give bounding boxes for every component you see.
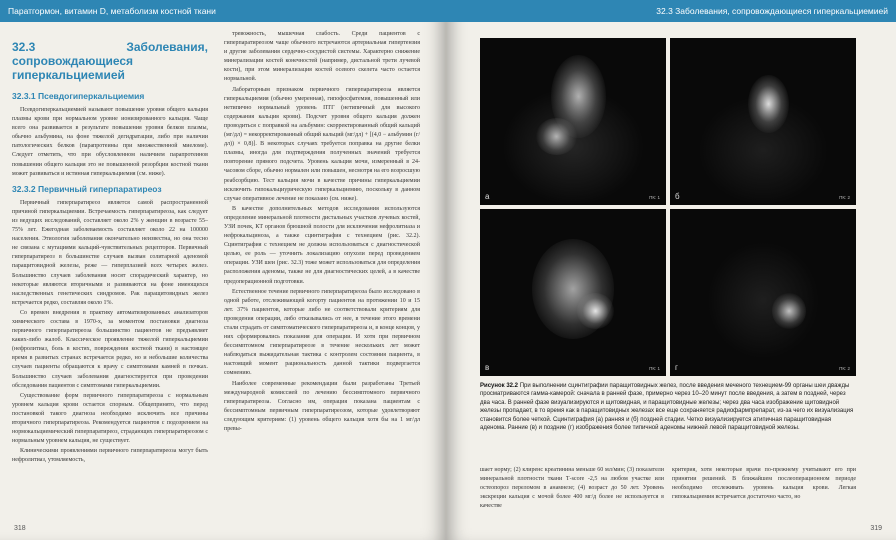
panel-tag: ПК: 2: [839, 195, 850, 200]
paragraph: В качестве дополнительных методов исследования используются определение минеральной плотности дистальных участков лучевых костей, УЗИ почек, КТ органов брюшной полости для исключения нефролитиаза и нефрокальциноза, а также сцинтиграфия с технецием (рис. 32.2). Сцинтиграфия с технецием не должна использоваться с диагностической целью, ее роль — уточнить локализацию опухоли перед проведением операции. УЗИ шеи (рис. 32.3) тоже может использоваться для определения расположения аденомы, также не для диагностических целей, а в качестве предоперационной подготовки.: [224, 205, 420, 285]
running-header-right: 32.3 Заболевания, сопровождающиеся гиперкальциемией: [446, 0, 896, 22]
section-heading-pseudo: 32.3.1 Псевдогиперкальциемия: [12, 91, 145, 101]
uptake-glow: [577, 293, 614, 330]
panel-tag: ПК: 1: [649, 366, 660, 371]
caption-label: Рисунок 32.2: [480, 383, 519, 389]
running-header-left: Паратгормон, витамин D, метаболизм костной ткани: [0, 0, 446, 22]
scintigraphy-figure: [480, 38, 856, 376]
panel-letter: б: [675, 192, 680, 201]
background-glow: [707, 242, 819, 359]
paragraph: Лабораторным признаком первичного гиперпаратиреоза является гиперкальциемия (обычно умеренная), гипофосфатемия, повышенный или нетипично нормальный уровень ПТГ (нетипичный для высокого содержания кальция крови). Подсчет уровня общего кальция должен проводиться с поправкой на альбумин: скорректированный общий кальций (мг/дл) = некорректированный общий кальций (мг/дл) + [(4,0 − альбумин (г/дл)) × 0,8)]. В некоторых случаях требуется поправка на другие белки плазмы, иногда для подтверждения полученных значений требуется повторение прямого подсчета. Уровень кальция мочи, измеренный в 24-часовом сборе, обычно нормален или повышен, несмотря на его возросшую реабсорбцию. Тест кальция мочи в качестве причины гиперкальциемии исключить гипокальциурическую гиперкальциемию, поскольку в данном случае оперативное лечение не показано (см. ниже).: [224, 86, 420, 202]
caption-text: При выполнении сцинтиграфии паращитовидных желез, после введения меченого технецием-99 органы шеи дважды просматриваются гамма-камерой: сначала в ранней фазе, примерно через 10–20 минут после введения, а затем в поздней, через два часа. В ранней фазе визуализируются и щитовидная, и паращитовидные железы; через два часа изображение щитовидной железы пропадает, в то время как в паращитовидных железах все еще сохраняется радиофармпрепарат, из-за чего их визуализация становится более четкой. Сцинтиграфия (а) ранняя и (б) поздней стадии. Четко визуализируется атипичная паращитовидная аденома. Ранние (в) и поздние (г) изображения более типичной аденомы нижней левой паращитовидной железы.: [480, 383, 854, 432]
right-page: [446, 0, 896, 540]
scan-panel-d: [670, 209, 856, 376]
panel-letter: в: [485, 363, 490, 372]
paragraph: Со времен внедрения в практику автоматизированных анализаторов химического состава в 1970-х, за моментом постановки диагноза первичного гиперпаратиреоза большинство пациентов не предъявляет каких-либо жалоб. Классическое проявление тяжелой гиперкальциемии (нефролитиаз, боль в костях, повреждения костной ткани) в настоящее время в развитых странах встречается редко, но и небольшие количества случаев пациенты обращаются к врачу с симптомами камней в почках. Большинство случаев заболевания диагностируется при проведении обследования пациентов с симптомами гиперкальциемии.: [12, 309, 208, 389]
background-glow: [502, 88, 643, 205]
scan-panel-a: [480, 38, 666, 205]
paragraph: тревожность, мышечная слабость. Среди пациентов с гиперпаратиреозом чаще обычного встречаются артериальная гипертензия и другие заболевания сердечно-сосудистой системы. Характерно снижение минерализации костей конечностей (например, дистальной трети лучевой кости), при этом минерализация костей осевого скелета часто остается нормальной.: [224, 31, 420, 83]
right-column-1: [480, 466, 664, 532]
figure-caption: [480, 382, 856, 432]
paragraph: Первичный гиперпаратиреоз является самой распространенной причиной гиперкальциемии. Встречаемость гиперпаратиреоза, как следует из ведущих исследований, составляет около 2% у женщин в возрасте 55–75% лет. Ежегодная заболеваемость составляет около 22 на 100000 населения. Этиология заболевания окончательно неизвестна, но она тесно не связана с мутациями кальций-чувствительных рецепторов. Первичный гиперпаратиреоз в большинстве случаев вызван солитарной аденомой паращитовидной железы, реже — гиперплазией всех четырех желез. Большинство случаев заболевания носят спорадический характер, но некоторые являются вторичными и развиваются на фоне имеющихся наследственных генетических синдромов. Рак паращитовидных желез встречается редко, составляя около 1%.: [12, 199, 208, 306]
scan-panel-b: [670, 38, 856, 205]
section-heading-primary: 32.3.2 Первичный гиперпаратиреоз: [12, 183, 162, 194]
panel-tag: ПК: 1: [649, 195, 660, 200]
paragraph: Клиническими проявлениями первичного гиперпаратиреоза могут быть нефролитиаз, утомляемость,: [12, 448, 208, 464]
page-number-right: 319: [870, 525, 882, 532]
panel-letter: а: [485, 192, 490, 201]
paragraph: критерия, хотя некоторые врачи по-прежнему учитывают его при принятии решений. В ближайшем послеоперационном периоде необходимо отслеживать уровень кальция крови. Легкая гипокальциемия встречается достаточно часто, но: [672, 467, 856, 501]
panel-tag: ПК: 2: [839, 366, 850, 371]
chapter-title: 32.3 Заболевания, сопровождающиеся гиперкальциемией: [12, 40, 208, 82]
right-column-2: [672, 466, 856, 532]
paragraph: Естественное течение первичного гиперпаратиреоза было исследовано в одной работе, отслеживающей когорту пациентов на протяжении 10 и 15 лет. 37% пациентов, которые либо не соответствовали критериям для проведения операции, либо отказывались от нее, в течение этого времени стали страдать от симптоматического гиперпаратиреоза и, в конце концов, у них сформировались показания для операции. И хотя при первичном бессимптомном гиперпаратиреозе в течение нескольких лет может наблюдаться выжидательная тактика с контролем состояния пациента, в настоящий момент рациональность данной тактики подвергается сомнению.: [224, 288, 420, 377]
page-number-left: 318: [14, 525, 26, 532]
paragraph: шает норму; (2) клиренс креатинина меньше 60 мл/мин; (3) показатели минеральной плотности ткани Т-score -2,5 на любом участке или остеопороз переломом в анамнезе; (4) возраст до 50 лет. Уровень экскреции кальция с мочой более 400 мг/д более не используется в качестве: [480, 467, 664, 510]
left-page: [0, 0, 446, 540]
left-column-1: [12, 40, 208, 510]
background-glow: [698, 96, 828, 205]
scan-panel-c: [480, 209, 666, 376]
panel-letter: г: [675, 363, 678, 372]
paragraph: Существование форм первичного гиперпаратиреоза с нормальным уровнем кальция крови остается спорным. Общепринято, что перед постановкой такого диагноза необходимо исключить все причины вторичного гиперпаратиреоза. Рекомендуется пациентов с подозрением на нормокальциемический гиперпаратиреоз, страдающих гиперпаратиреозом с нормальным уровнем кальция, не существует.: [12, 392, 208, 445]
left-column-2: [224, 30, 420, 510]
paragraph: Псевдогиперкальциемией называют повышение уровня общего кальция плазмы крови при нормальном уровне ионизированного кальция. Чаще всего она развивается в результате повышения уровня белков плазмы, обычно альбумина, на фоне тяжелой дегидратации, либо при наличии патологических белков (парапротеины при множественной миеломе). Следует отметить, что при обусловленном наличием парапротеинов повышении общего кальция это не повышенной резорбции костной ткани может развиваться и истинная гиперкальциемия (см. ниже).: [12, 107, 208, 177]
paragraph: Наиболее современные рекомендации были разработаны Третьей международной комиссией по лечению бессимптомного первичного гиперпаратиреоза. Согласно им, операция показана пациентам с бессимптомным первичным гиперпаратиреозом, которые удовлетворяют следующим критериям: (1) уровень общего кальция хотя бы на 1 мг/дл превы-: [224, 380, 420, 433]
